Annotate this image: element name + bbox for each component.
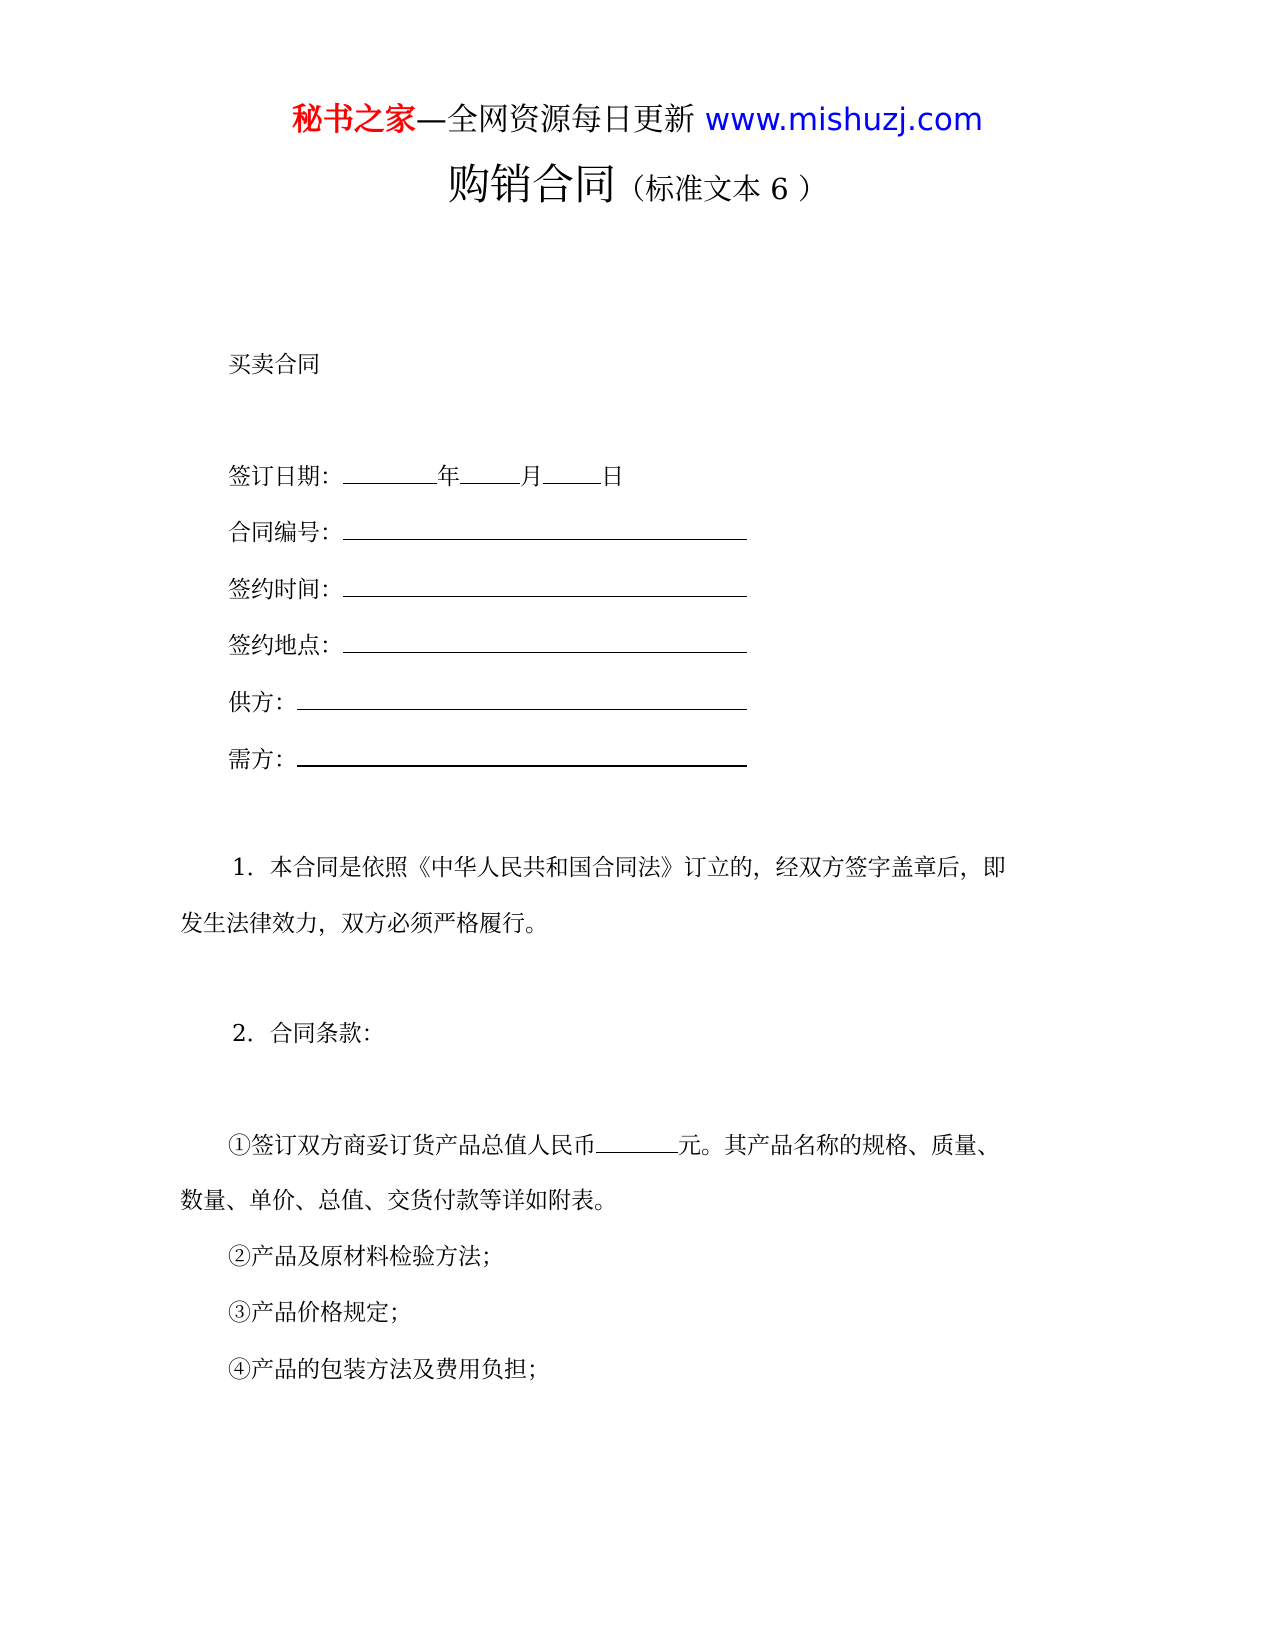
document-title <box>0 152 1275 212</box>
supplier-label: 供方： <box>228 690 297 716</box>
sign-time-row <box>228 574 747 605</box>
day-label: 日 <box>601 464 624 490</box>
month-label: 月 <box>520 464 543 490</box>
sign-place-blank <box>343 630 747 653</box>
item-3: ③产品价格规定； <box>228 1300 412 1326</box>
buyer-label: 需方： <box>228 747 297 773</box>
site-url[interactable]: www.mishuzj.com <box>704 102 984 138</box>
sign-time-label: 签约时间： <box>228 577 343 603</box>
amount-blank <box>596 1130 678 1153</box>
contract-no-label: 合同编号： <box>228 520 343 546</box>
year-label: 年 <box>437 464 460 490</box>
title-sub: （标准文本 6 ） <box>616 172 827 206</box>
month-blank <box>460 461 520 484</box>
item-1-line-1 <box>228 1130 1000 1161</box>
supplier-row <box>228 687 747 718</box>
item-1-part-2: 元。其产品名称的规格、质量、 <box>678 1133 1000 1159</box>
clause-1-line-2: 发生法律效力，双方必须严格履行。 <box>180 911 548 937</box>
site-header <box>0 100 1275 140</box>
clause-1-line-1: 1．本合同是依照《中华人民共和国合同法》订立的，经双方签字盖章后，即 <box>232 855 1006 881</box>
buyer-row <box>228 743 747 775</box>
site-slogan: —全网资源每日更新 <box>415 102 705 138</box>
item-4: ④产品的包装方法及费用负担； <box>228 1357 550 1383</box>
item-2: ②产品及原材料检验方法； <box>228 1244 504 1270</box>
item-1-part-1: ①签订双方商妥订货产品总值人民币 <box>228 1133 596 1159</box>
sign-place-label: 签约地点： <box>228 633 343 659</box>
supplier-blank <box>297 687 747 710</box>
clause-2-heading: 2．合同条款： <box>232 1021 385 1047</box>
buyer-blank <box>297 743 747 767</box>
contract-no-row <box>228 517 747 548</box>
item-1-line-2: 数量、单价、总值、交货付款等详如附表。 <box>180 1188 617 1214</box>
sign-time-blank <box>343 574 747 597</box>
site-brand: 秘书之家 <box>291 102 416 138</box>
sign-place-row <box>228 630 747 661</box>
day-blank <box>543 461 601 484</box>
sign-date-label: 签订日期： <box>228 464 343 490</box>
contract-no-blank <box>343 517 747 540</box>
title-main: 购销合同 <box>448 160 617 209</box>
contract-heading: 买卖合同 <box>228 352 320 378</box>
year-blank <box>343 461 437 484</box>
sign-date-row <box>228 461 624 492</box>
